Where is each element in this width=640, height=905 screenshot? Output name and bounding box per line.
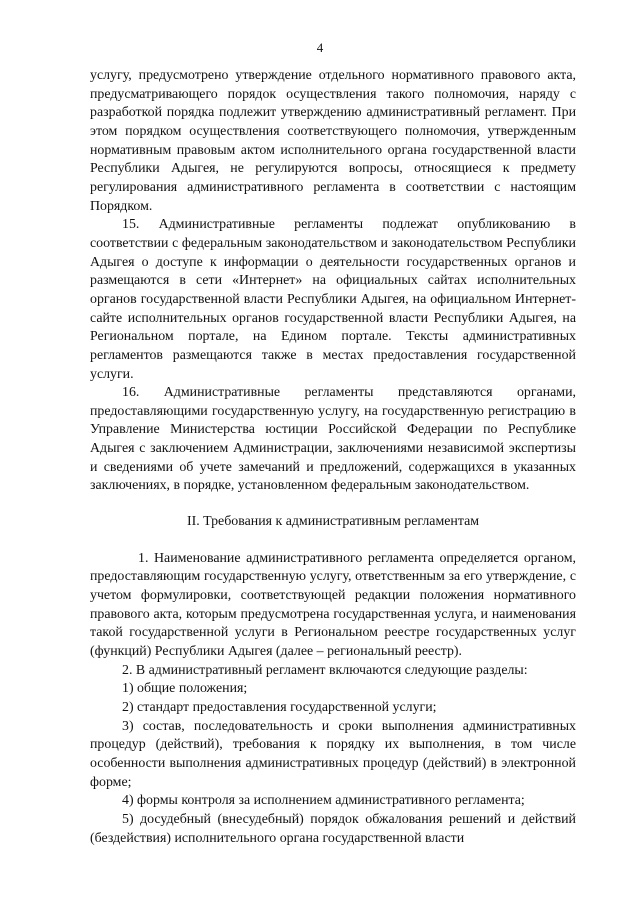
paragraph-continuation: услугу, предусмотрено утверждение отдельного нормативного правового акта, предусматривающего порядок осуществления такого полномочия, наряду с разработкой порядка подлежит утверждению административный регламент. При этом порядком осуществления соответствующего полномочия, утвержденным нормативным правовым актом исполнительного органа государственной власти Республики Адыгея, не регулируются вопросы, относящиеся к предмету регулирования административного регламента в соответствии с настоящим Порядком.: [90, 68, 576, 214]
list-item-3: 3) состав, последовательность и сроки выполнения административных процедур (действий), требования к порядку их выполнения, в том числе особенности выполнения административных процедур (действий) в электронной форме;: [90, 718, 576, 790]
document-body: [90, 67, 576, 848]
section-heading: II. Требования к административным регламентам: [186, 514, 480, 530]
list-item-2: 2) стандарт предоставления государственной услуги;: [122, 700, 437, 715]
paragraph-15: 15. Административные регламенты подлежат опубликованию в соответствии с федеральным законодательством и законодательством Республики Адыгея о доступе к информации о деятельности государственных органов и размещаются в сети «Интернет» на официальных сайтах исполнительных органов государственной власти Республики Адыгея, на официальном Интернет-сайте исполнительных органов государственной власти Республики Адыгея, на Региональном портале, на Едином портале. Тексты административных регламентов размещаются также в местах предоставления государственной услуги.: [90, 217, 576, 382]
section-2-paragraph-2: 2. В административный регламент включаются следующие разделы:: [122, 662, 528, 678]
list-item-4: 4) формы контроля за исполнением административного регламента;: [122, 793, 525, 809]
page-number: 4: [316, 40, 324, 55]
list-item-5: 5) досудебный (внесудебный) порядок обжалования решений и действий (бездействия) исполнительного органа государственной власти: [90, 811, 576, 846]
paragraph-16: 16. Административные регламенты представляются органами, предоставляющими государственную услугу, на государственную регистрацию в Управление Министерства юстиции Российской Федерации по Республике Адыгея с заключением Администрации, заключениями независимой экспертизы и сведениями об учете замечаний и предложений, содержащихся в указанных заключениях, в порядке, установленном федеральным законодательством.: [90, 385, 576, 494]
section-2-paragraph-1: 1. Наименование административного регламента определяется органом, предоставляющим государственную услугу, ответственным за его утверждение, с учетом формулировки, соответствующей редакции положения нормативного правового акта, которым предусмотрена государственная услуга, и наименования такой государственной услуги в Региональном реестре государственных услуг (функций) Республики Адыгея (далее – региональный реестр).: [90, 550, 576, 660]
list-item-1: 1) общие положения;: [122, 681, 248, 697]
